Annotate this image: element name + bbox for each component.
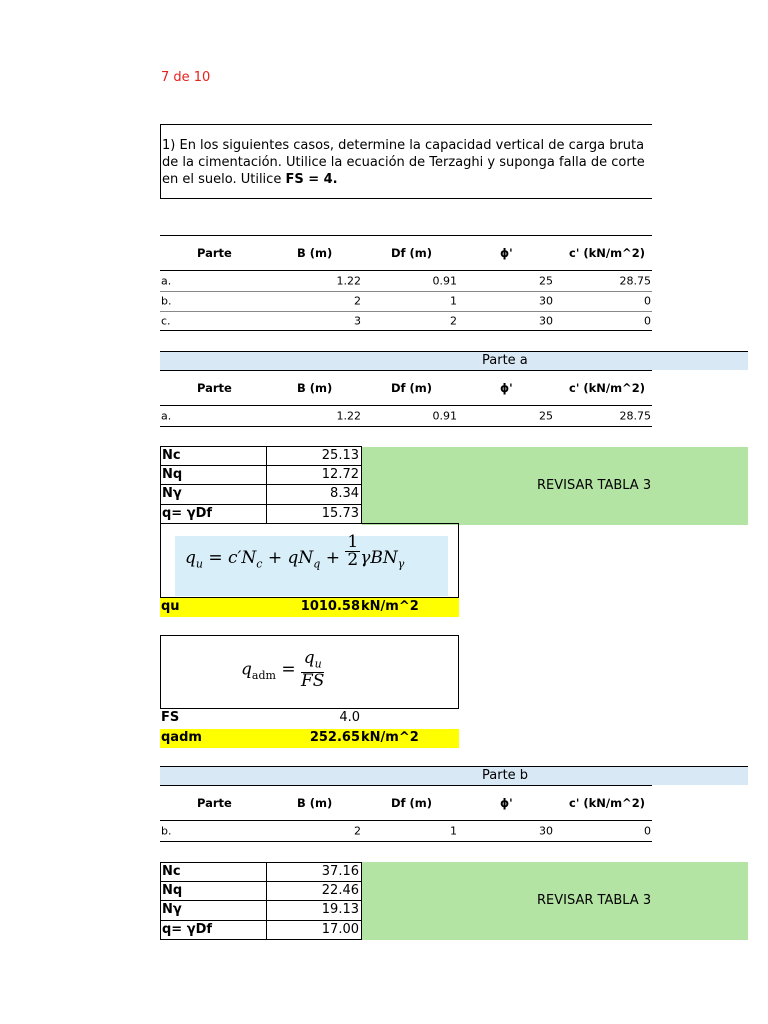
terzaghi-formula bbox=[160, 523, 459, 598]
cell-b: 1.22 bbox=[336, 409, 361, 423]
header-parte: Parte bbox=[197, 796, 232, 810]
factor-row bbox=[160, 446, 362, 466]
fs-label: FS bbox=[161, 710, 180, 725]
qu-result bbox=[160, 598, 459, 617]
table-row bbox=[160, 406, 652, 427]
problem-line-1: 1) En los siguientes casos, determine la capacidad vertical de carga bruta bbox=[162, 138, 645, 153]
cell-df: 0.91 bbox=[432, 274, 457, 288]
factor-value: 22.46 bbox=[321, 882, 359, 898]
factor-label: Nγ bbox=[162, 486, 182, 501]
qu-value: 1010.58 bbox=[300, 599, 360, 614]
factor-row bbox=[160, 921, 362, 941]
cell-parte: c. bbox=[161, 314, 171, 328]
cell-df: 1 bbox=[450, 294, 457, 308]
header-phi: ϕ' bbox=[500, 246, 513, 260]
qadm-result bbox=[160, 729, 459, 748]
cell-b: 2 bbox=[354, 824, 361, 838]
terzaghi-equation bbox=[175, 532, 448, 596]
header-phi: ϕ' bbox=[500, 796, 513, 810]
qadm-value: 252.65 bbox=[309, 730, 360, 745]
factor-label: q= γDf bbox=[162, 921, 213, 937]
fs-value: 4.0 bbox=[339, 710, 360, 725]
factor-label: Nc bbox=[162, 864, 181, 879]
cell-phi: 25 bbox=[539, 274, 553, 288]
part-b-table-header bbox=[160, 785, 652, 821]
table-row bbox=[160, 292, 652, 312]
review-table-note bbox=[362, 862, 748, 940]
header-b: B (m) bbox=[297, 796, 333, 810]
cases-table-header bbox=[160, 235, 652, 271]
header-df: Df (m) bbox=[391, 246, 433, 260]
part-a-table-header bbox=[160, 370, 652, 406]
header-b: B (m) bbox=[297, 381, 333, 395]
header-c: c' (kN/m^2) bbox=[569, 381, 645, 395]
factor-label: q= γDf bbox=[162, 505, 213, 521]
factor-value: 8.34 bbox=[330, 486, 359, 501]
cell-c: 28.75 bbox=[619, 409, 651, 423]
cell-parte: a. bbox=[161, 409, 172, 423]
cell-df: 1 bbox=[450, 824, 457, 838]
section-title-parte-a bbox=[160, 351, 748, 370]
factor-value: 15.73 bbox=[321, 505, 359, 521]
qadm-label: qadm bbox=[161, 730, 202, 745]
safety-factor-text: FS = 4. bbox=[285, 172, 338, 187]
cell-phi: 30 bbox=[539, 294, 553, 308]
qadm-unit: kN/m^2 bbox=[361, 730, 419, 745]
factor-label: Nγ bbox=[162, 902, 182, 917]
factor-value: 25.13 bbox=[321, 448, 359, 463]
review-table-note bbox=[362, 447, 748, 525]
factor-row bbox=[160, 862, 362, 882]
factor-value: 19.13 bbox=[321, 902, 359, 917]
cell-c: 0 bbox=[644, 294, 651, 308]
factor-row bbox=[160, 901, 362, 921]
cell-b: 1.22 bbox=[336, 274, 361, 288]
table-row bbox=[160, 271, 652, 292]
cases-table bbox=[160, 235, 652, 331]
cell-b: 2 bbox=[354, 294, 361, 308]
cell-df: 0.91 bbox=[432, 409, 457, 423]
equation-text: $q_u = c'N_c + qN_q$ + $\frac{1}{2}$ γBN$_\gamma$ bbox=[185, 532, 405, 571]
qu-label: qu bbox=[161, 599, 180, 614]
factor-label: Nq bbox=[162, 882, 183, 898]
cell-phi: 30 bbox=[539, 314, 553, 328]
qadm-formula bbox=[160, 635, 459, 709]
factor-row bbox=[160, 485, 362, 505]
header-df: Df (m) bbox=[391, 381, 433, 395]
page-indicator: 7 de 10 bbox=[161, 70, 211, 85]
review-note-text: REVISAR TABLA 3 bbox=[537, 478, 652, 493]
factor-label: Nc bbox=[162, 448, 181, 463]
qadm-equation: $q_{adm}$ = $\frac{q_u}{FS}$ bbox=[241, 648, 325, 692]
header-df: Df (m) bbox=[391, 796, 433, 810]
part-b-table bbox=[160, 785, 652, 842]
header-c: c' (kN/m^2) bbox=[569, 796, 645, 810]
problem-line-2: de la cimentación. Utilice la ecuación de Terzaghi y suponga falla de corte bbox=[162, 155, 645, 170]
part-a-factors-table bbox=[160, 446, 362, 524]
factor-row bbox=[160, 505, 362, 525]
section-title: Parte b bbox=[482, 768, 529, 783]
cell-phi: 30 bbox=[539, 824, 553, 838]
factor-value: 17.00 bbox=[321, 921, 359, 937]
factor-label: Nq bbox=[162, 466, 183, 482]
problem-line-3-text: en el suelo. Utilice bbox=[162, 172, 286, 187]
header-c: c' (kN/m^2) bbox=[569, 246, 645, 260]
cell-df: 2 bbox=[450, 314, 457, 328]
part-a-table bbox=[160, 370, 652, 427]
table-row bbox=[160, 312, 652, 332]
header-b: B (m) bbox=[297, 246, 333, 260]
cell-parte: b. bbox=[161, 294, 172, 308]
cell-c: 0 bbox=[644, 824, 651, 838]
factor-row bbox=[160, 882, 362, 902]
cell-c: 0 bbox=[644, 314, 651, 328]
fs-row bbox=[160, 709, 459, 728]
problem-statement bbox=[160, 124, 652, 199]
factor-value: 12.72 bbox=[321, 466, 359, 482]
factor-value: 37.16 bbox=[321, 864, 359, 879]
header-parte: Parte bbox=[197, 381, 232, 395]
cell-phi: 25 bbox=[539, 409, 553, 423]
factor-row bbox=[160, 466, 362, 486]
cell-parte: b. bbox=[161, 824, 172, 838]
cell-c: 28.75 bbox=[619, 274, 651, 288]
table-row bbox=[160, 821, 652, 842]
header-parte: Parte bbox=[197, 246, 232, 260]
section-title-parte-b bbox=[160, 766, 748, 785]
part-b-factors-table bbox=[160, 862, 362, 940]
review-note-text: REVISAR TABLA 3 bbox=[537, 893, 652, 908]
qu-unit: kN/m^2 bbox=[361, 599, 419, 614]
cell-b: 3 bbox=[354, 314, 361, 328]
header-phi: ϕ' bbox=[500, 381, 513, 395]
problem-line-3 bbox=[162, 171, 652, 188]
cell-parte: a. bbox=[161, 274, 172, 288]
section-title: Parte a bbox=[482, 353, 528, 368]
